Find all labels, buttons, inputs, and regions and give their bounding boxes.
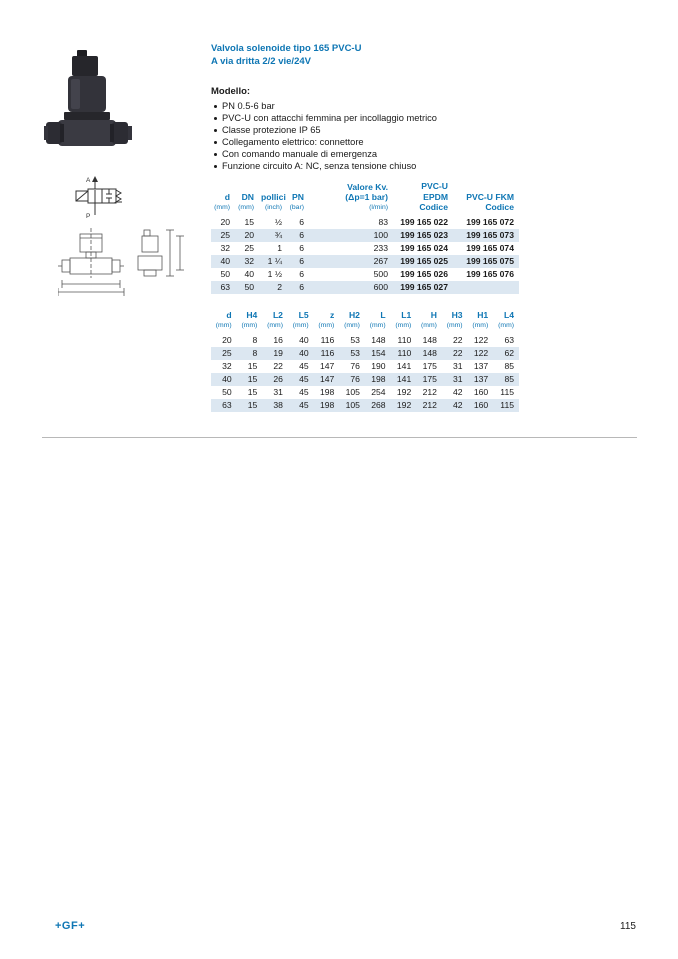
table-cell: 198 xyxy=(319,399,335,410)
model-bullet-list xyxy=(213,100,437,172)
table-row xyxy=(211,216,519,229)
table-cell: 25 xyxy=(244,243,254,254)
table-cell: 192 xyxy=(396,399,412,410)
table-cell: 31 xyxy=(453,373,463,384)
model-bullet: Classe protezione IP 65 xyxy=(213,124,437,136)
table-cell: 45 xyxy=(299,360,309,371)
table-cell: 254 xyxy=(371,386,386,397)
table-cell: 6 xyxy=(299,282,304,293)
table-cell: 148 xyxy=(422,334,437,345)
table-cell: 199 165 076 xyxy=(466,269,514,280)
table-cell: 190 xyxy=(371,360,386,371)
table-row xyxy=(211,373,519,386)
table-cell: 22 xyxy=(453,334,463,345)
valve-schematic-symbol xyxy=(60,173,145,226)
table-cell: 45 xyxy=(299,386,309,397)
valve-symbol-drawing xyxy=(60,173,145,221)
table-cell: 15 xyxy=(247,399,258,410)
column-header: H2 (mm) xyxy=(344,310,360,329)
table-row xyxy=(211,386,519,399)
table-cell: 31 xyxy=(453,360,463,371)
column-header: d (mm) xyxy=(214,192,230,212)
port-label-p: P xyxy=(86,213,91,220)
table-cell: 212 xyxy=(422,399,437,410)
title-line-1: Valvola solenoide tipo 165 PVC-U xyxy=(211,43,362,54)
table-cell: 500 xyxy=(373,269,388,280)
port-label-a: A xyxy=(86,177,91,184)
table-cell: 40 xyxy=(299,334,309,345)
table-cell: 110 xyxy=(397,334,412,345)
header-row xyxy=(211,181,519,216)
table-cell: 6 xyxy=(299,269,304,280)
column-header: L5 (mm) xyxy=(292,310,309,329)
table-cell: 198 xyxy=(371,373,386,384)
table-cell: 147 xyxy=(319,373,335,384)
table-cell: 2 xyxy=(277,282,282,293)
table-cell: 148 xyxy=(371,334,386,345)
table-cell: 40 xyxy=(244,269,254,280)
model-bullet: Con comando manuale di emergenza xyxy=(213,148,437,160)
model-heading: Modello: xyxy=(211,86,251,97)
product-photo-solenoid-valve xyxy=(44,50,144,170)
table-cell: 160 xyxy=(473,386,489,397)
table-cell: 15 xyxy=(244,217,254,228)
table-cell: 20 xyxy=(220,217,230,228)
table-cell: 199 165 026 xyxy=(400,269,448,280)
table-cell: 175 xyxy=(422,360,437,371)
table-cell: 1 ¼ xyxy=(267,256,282,267)
table-cell: 199 165 075 xyxy=(466,256,514,267)
table-cell: 25 xyxy=(220,230,230,241)
table-cell: 22 xyxy=(453,347,463,358)
table-cell: 20 xyxy=(244,230,254,241)
table-cell: 137 xyxy=(473,373,489,384)
column-header: H3 (mm) xyxy=(446,310,463,329)
table-row xyxy=(211,360,519,373)
table-cell: ½ xyxy=(274,217,282,228)
table-cell: 110 xyxy=(397,347,412,358)
table-cell: 16 xyxy=(273,334,283,345)
table-cell: 42 xyxy=(453,399,463,410)
table-body xyxy=(211,334,519,412)
solenoid-valve-illustration xyxy=(44,50,144,165)
table-cell: 15 xyxy=(247,360,258,371)
table-cell: 85 xyxy=(504,373,514,384)
table-cell: 45 xyxy=(299,373,309,384)
column-header: H4 (mm) xyxy=(241,310,258,329)
table-cell: 233 xyxy=(373,243,388,254)
column-header: H1 (mm) xyxy=(472,310,489,329)
header-row xyxy=(211,310,519,334)
table-cell: 198 xyxy=(319,386,335,397)
table-cell: 40 xyxy=(222,373,232,384)
table-cell: 31 xyxy=(273,386,283,397)
table-row xyxy=(211,347,519,360)
table-cell: 105 xyxy=(345,399,360,410)
table-cell: 32 xyxy=(244,256,254,267)
table-cell: 42 xyxy=(453,386,463,397)
table-cell: 22 xyxy=(273,360,283,371)
table-cell: 199 165 024 xyxy=(400,243,448,254)
table-cell: 199 165 022 xyxy=(400,217,448,228)
column-header: pollici (inch) xyxy=(261,192,286,212)
table-cell: 199 165 025 xyxy=(400,256,448,267)
model-bullet: PVC-U con attacchi femmina per incollaggio metrico xyxy=(213,112,437,124)
table-cell: 192 xyxy=(396,386,412,397)
ordering-code-table xyxy=(211,181,519,294)
table-cell: 115 xyxy=(500,386,514,397)
table-cell: 50 xyxy=(244,282,254,293)
table-cell: 45 xyxy=(299,399,309,410)
dimension-drawings xyxy=(58,226,193,311)
model-bullet: Funzione circuito A: NC, senza tensione chiuso xyxy=(213,160,437,172)
table-row xyxy=(211,334,519,347)
table-cell: 116 xyxy=(320,334,335,345)
table-cell: 76 xyxy=(350,373,360,384)
table-cell: 20 xyxy=(222,334,232,345)
table-cell xyxy=(453,281,519,294)
table-cell: 199 165 072 xyxy=(466,217,514,228)
table-cell: 268 xyxy=(371,399,386,410)
table-cell: 199 165 023 xyxy=(400,230,448,241)
table-cell: 32 xyxy=(222,360,232,371)
table-cell: 1 ½ xyxy=(267,269,282,280)
table-cell: 53 xyxy=(350,347,360,358)
table-cell: 199 165 073 xyxy=(466,230,514,241)
table-head xyxy=(211,310,519,334)
table-head xyxy=(211,181,519,216)
table-row xyxy=(211,255,519,268)
table-cell: 26 xyxy=(273,373,283,384)
table-cell: 8 xyxy=(252,347,258,358)
column-header: z (mm) xyxy=(318,310,335,329)
table-cell: 141 xyxy=(396,360,412,371)
table-cell: 100 xyxy=(373,230,388,241)
page-number: 115 xyxy=(620,921,636,932)
table-cell: 76 xyxy=(350,360,360,371)
table-cell: 1 xyxy=(277,243,282,254)
table-cell: 175 xyxy=(422,373,437,384)
table-cell: 63 xyxy=(222,399,232,410)
table-cell: 6 xyxy=(299,230,304,241)
table-cell: 148 xyxy=(422,347,437,358)
table-row xyxy=(211,281,519,294)
table-cell: 85 xyxy=(504,360,514,371)
table-cell: 116 xyxy=(320,347,335,358)
table-cell: 267 xyxy=(373,256,388,267)
column-header: L2 (mm) xyxy=(267,310,283,329)
title-line-2: A via dritta 2/2 vie/24V xyxy=(211,55,311,67)
table-cell: 19 xyxy=(273,347,283,358)
table-cell: 40 xyxy=(299,347,309,358)
table-cell: 154 xyxy=(371,347,386,358)
model-bullet: PN 0.5-6 bar xyxy=(213,100,437,112)
table-cell: 38 xyxy=(273,399,283,410)
table-cell: 25 xyxy=(222,347,232,358)
table-cell: 6 xyxy=(299,217,304,228)
table-cell: 50 xyxy=(220,269,230,280)
table-cell: 141 xyxy=(396,373,412,384)
dimension-drawing-lines xyxy=(58,226,193,306)
table-cell: 199 165 074 xyxy=(466,243,514,254)
table-cell: 105 xyxy=(345,386,360,397)
table-cell: 83 xyxy=(378,217,388,228)
table-cell: 50 xyxy=(222,386,232,397)
table-cell: 53 xyxy=(350,334,360,345)
table-cell: 115 xyxy=(500,399,514,410)
table-row xyxy=(211,399,519,412)
table-row xyxy=(211,242,519,255)
table-cell: 15 xyxy=(247,386,258,397)
table-cell: 6 xyxy=(299,243,304,254)
table-cell: 199 165 027 xyxy=(400,282,448,293)
gf-logo: +GF+ xyxy=(55,920,86,932)
table-cell: 6 xyxy=(299,256,304,267)
page-title xyxy=(211,43,361,69)
dimensions-table xyxy=(211,310,519,412)
column-header: H (mm) xyxy=(421,310,437,329)
column-header: PVC-U FKM Codice xyxy=(466,191,514,213)
model-bullet: Collegamento elettrico: connettore xyxy=(213,136,437,148)
table-cell: 63 xyxy=(504,334,514,345)
table-cell: 600 xyxy=(373,282,388,293)
column-header: L1 (mm) xyxy=(395,310,412,329)
table-cell: 63 xyxy=(220,282,230,293)
table-cell: 32 xyxy=(220,243,230,254)
column-header: DN (mm) xyxy=(238,192,254,212)
table-cell: 137 xyxy=(473,360,489,371)
table-row xyxy=(211,268,519,281)
column-header: Valore Kv. (Δp=1 bar) (l/min) xyxy=(345,181,388,212)
column-header: L4 (mm) xyxy=(498,310,514,329)
table-cell: 122 xyxy=(473,347,489,358)
table-body xyxy=(211,216,519,294)
flow-arrow-icon xyxy=(92,176,98,182)
column-header: L (mm) xyxy=(369,310,386,329)
table-row xyxy=(211,229,519,242)
column-header: PVC-U EPDM Codice xyxy=(419,181,448,213)
column-header: d (mm) xyxy=(215,310,232,329)
table-cell: 15 xyxy=(247,373,258,384)
table-cell: 62 xyxy=(504,347,514,358)
section-divider xyxy=(42,437,637,438)
table-cell: 212 xyxy=(422,386,437,397)
column-header: PN (bar) xyxy=(289,192,304,212)
table-cell: 8 xyxy=(252,334,258,345)
table-cell: ¾ xyxy=(274,230,282,241)
table-cell: 40 xyxy=(220,256,230,267)
table-cell: 160 xyxy=(473,399,489,410)
table-cell: 122 xyxy=(473,334,489,345)
table-cell: 147 xyxy=(319,360,335,371)
